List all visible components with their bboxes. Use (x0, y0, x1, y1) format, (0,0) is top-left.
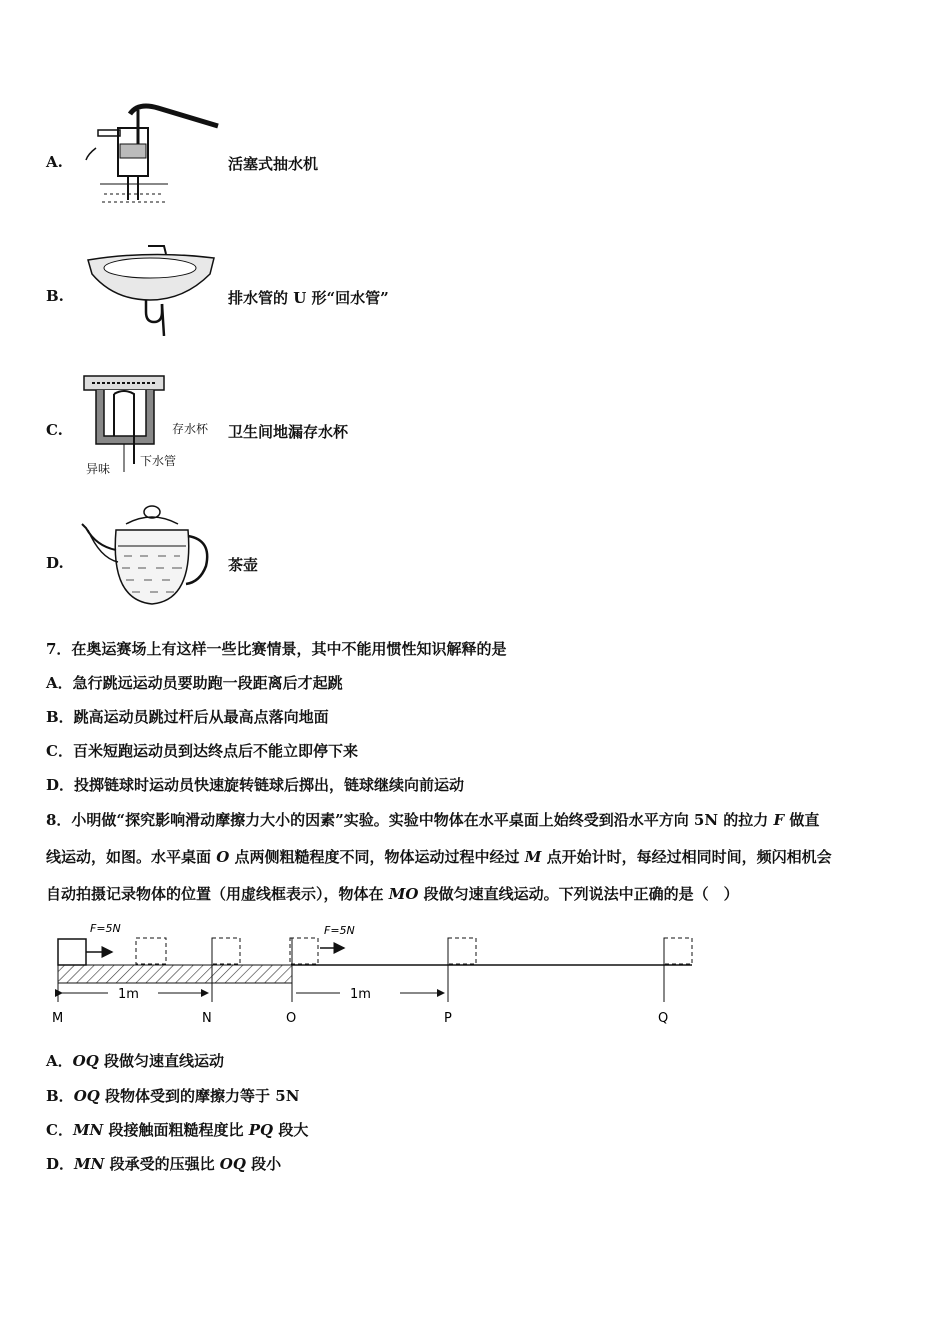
piston-pump-icon (78, 100, 220, 208)
point-label-n: N (202, 1011, 212, 1026)
q7-option-c: C．百米短跑运动员到达终点后不能立即停下来 (46, 742, 358, 760)
q7-option-a: A．急行跳远运动员要助跑一段距离后才起跳 (46, 674, 343, 692)
point-label-q: Q (658, 1011, 669, 1026)
q8-option-c: C．MN 段接触面粗糙程度比 PQ 段大 (46, 1121, 309, 1139)
dashed-block (664, 938, 692, 964)
q8-option-b: B．OQ 段物体受到的摩擦力等于 5N (46, 1087, 300, 1105)
dist-label-right: 1m (350, 987, 371, 1002)
dashed-block (212, 938, 240, 964)
q8-option-d: D．MN 段承受的压强比 OQ 段小 (46, 1155, 282, 1173)
q6-option-c-letter: C. (46, 421, 63, 439)
dashed-block (290, 938, 318, 964)
q6-option-a-text: 活塞式抽水机 (228, 155, 319, 173)
q6-option-d-text: 茶壶 (228, 556, 259, 574)
dashed-block (136, 938, 166, 964)
q6-option-d-letter: D. (46, 554, 64, 572)
force-label-left: F=5N (90, 922, 121, 935)
point-label-m: M (52, 1011, 64, 1026)
q6-option-b-letter: B. (46, 287, 64, 305)
floor-drain-label-pipe: 下水管 (140, 454, 177, 468)
teapot-icon (80, 500, 216, 608)
q8-stem-line-2: 线运动，如图。水平桌面 O 点两侧粗糙程度不同，物体运动过程中经过 M 点开始计时，每经过相同时间，频闪相机会 (46, 848, 832, 866)
dist-label-left: 1m (118, 987, 139, 1002)
q6-option-a-letter: A. (46, 153, 63, 171)
q8-option-a: A．OQ 段做匀速直线运动 (46, 1052, 225, 1070)
q8-friction-diagram (40, 920, 720, 1030)
sink-u-trap-icon (84, 240, 218, 336)
point-label-p: P (444, 1011, 452, 1026)
q8-stem-line-3: 自动拍摄记录物体的位置（用虚线框表示），物体在 MO 段做匀速直线运动。下列说法中正确的是（ ） (46, 885, 739, 903)
q7-option-b: B．跳高运动员跳过杆后从最高点落向地面 (46, 708, 329, 726)
q8-stem-line-1: 8．小明做“探究影响滑动摩擦力大小的因素”实验。实验中物体在水平桌面上始终受到沿水平方向 5N 的拉力 F 做直 (46, 811, 820, 829)
rough-surface-mo (58, 965, 292, 983)
q7-stem: 7．在奥运赛场上有这样一些比赛情景，其中不能用惯性知识解释的是 (46, 640, 507, 658)
force-label-right: F=5N (324, 924, 355, 937)
floor-drain-label-smell: 异味 (86, 462, 111, 476)
floor-drain-label-cup: 存水杯 (172, 422, 209, 436)
block-solid (58, 939, 86, 965)
q6-option-c-text: 卫生间地漏存水杯 (228, 423, 349, 441)
q6-option-b-text: 排水管的 U 形“回水管” (228, 289, 389, 307)
dashed-block (448, 938, 476, 964)
q7-option-d: D．投掷链球时运动员快速旋转链球后掷出，链球继续向前运动 (46, 776, 465, 794)
point-label-o: O (286, 1011, 297, 1026)
